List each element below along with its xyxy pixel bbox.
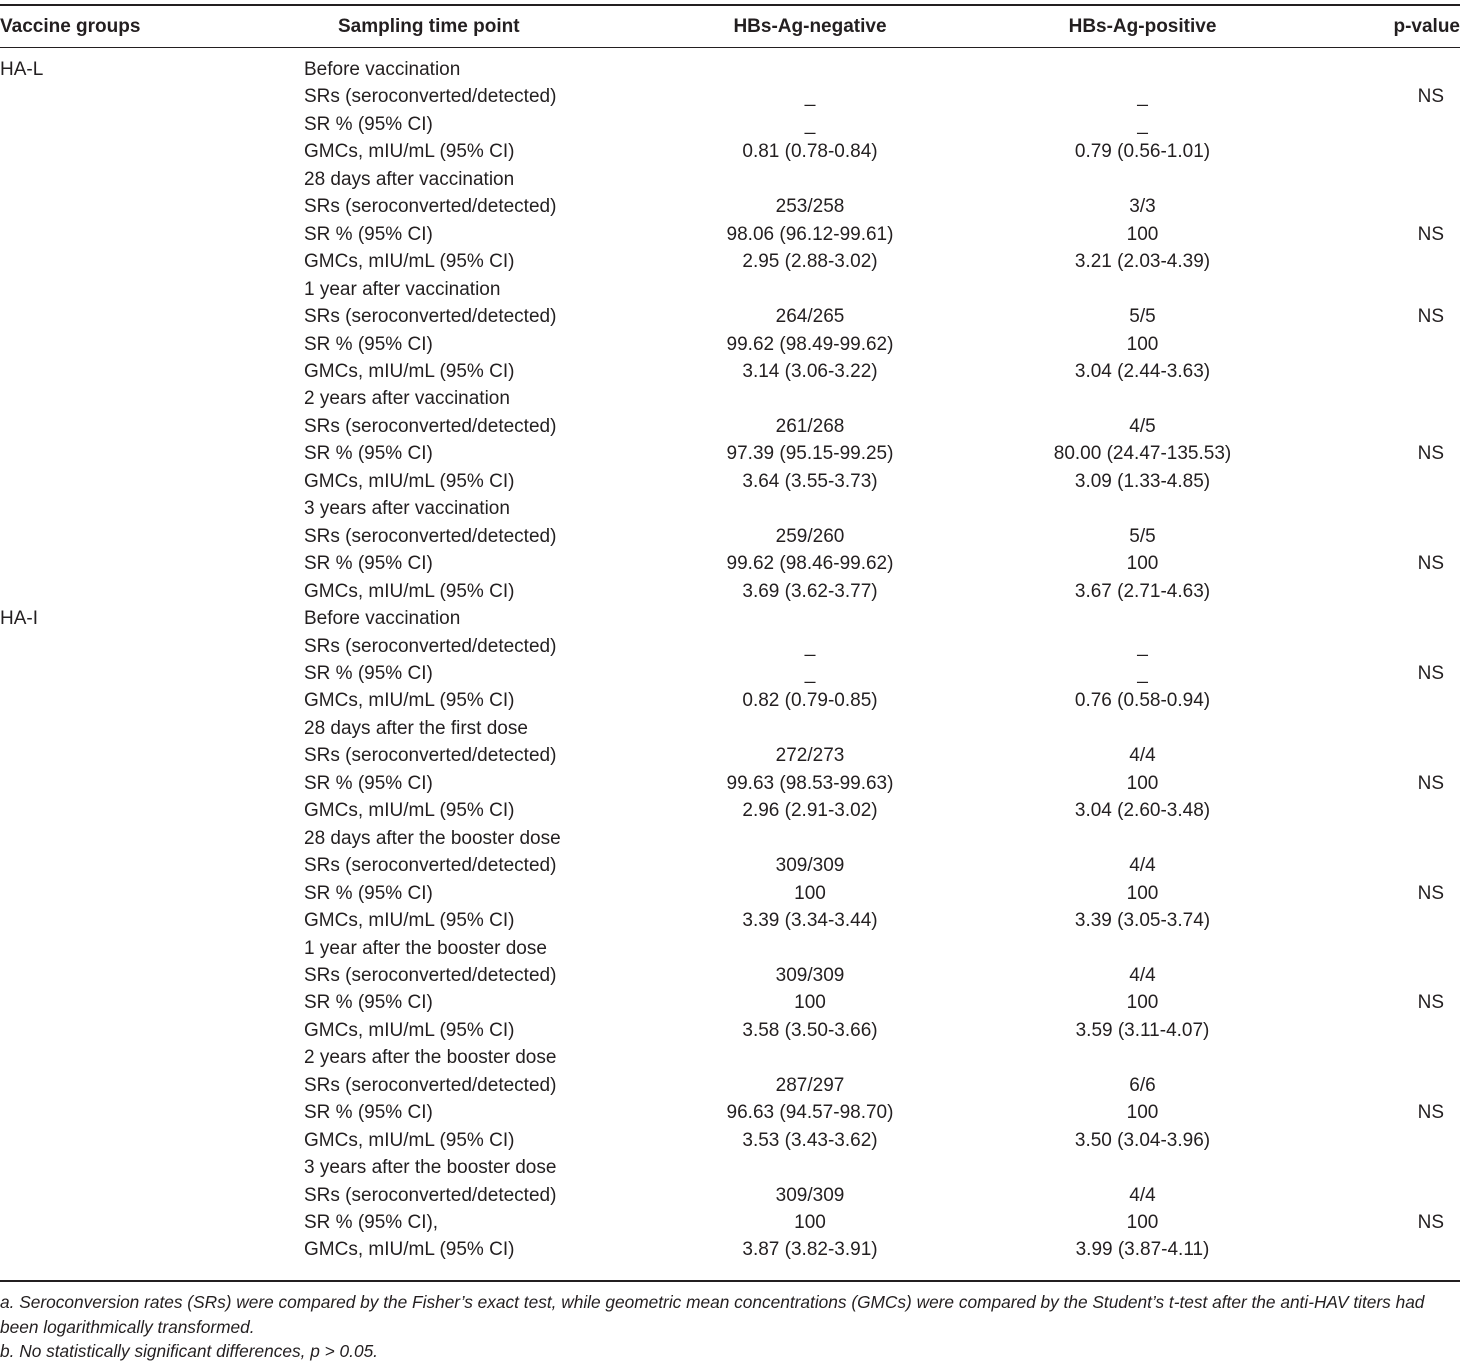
cell-hbs-ag-negative: 99.62 (98.49-99.62)	[726, 333, 894, 355]
cell-hbs-ag-negative: _	[804, 662, 816, 684]
cell-sampling-time-point: SRs (seroconverted/detected)	[304, 86, 557, 108]
table-row	[0, 1044, 1460, 1071]
cell-hbs-ag-positive: 4/4	[1129, 964, 1156, 986]
cell-sampling-time-point: 3 years after the booster dose	[304, 1157, 557, 1179]
cell-p-value	[1295, 248, 1460, 275]
cell-sampling-time-point: GMCs, mIU/mL (95% CI)	[304, 1239, 515, 1261]
cell-vaccine-group	[0, 221, 300, 248]
table-row	[0, 935, 1460, 962]
cell-p-value	[1295, 331, 1460, 358]
cell-hbs-ag-positive: 80.00 (24.47-135.53)	[1053, 443, 1232, 465]
cell-sampling-time-point: SR % (95% CI),	[304, 1212, 439, 1234]
cell-vaccine-group	[0, 1236, 300, 1263]
cell-vaccine-group	[0, 1154, 300, 1181]
table-row	[0, 1072, 1460, 1099]
cell-hbs-ag-positive: _	[1137, 113, 1148, 135]
cell-hbs-ag-positive: 100	[1126, 223, 1159, 245]
cell-p-value	[1295, 276, 1460, 303]
cell-vaccine-group	[0, 550, 300, 577]
cell-hbs-ag-negative: 100	[794, 1212, 826, 1234]
cell-p-value	[1295, 935, 1460, 962]
cell-hbs-ag-negative: 3.53 (3.43-3.62)	[742, 1129, 878, 1151]
table-row	[0, 358, 1460, 385]
cell-hbs-ag-positive: 5/5	[1129, 525, 1156, 547]
cell-p-value	[1295, 1154, 1460, 1181]
cell-sampling-time-point: 2 years after vaccination	[304, 388, 510, 410]
cell-p-value	[1295, 1044, 1460, 1071]
header-sampling-time-point: Sampling time point	[338, 15, 520, 37]
cell-hbs-ag-negative: 0.82 (0.79-0.85)	[742, 690, 878, 712]
table-row	[0, 138, 1460, 165]
cell-p-value	[1295, 742, 1460, 769]
cell-p-value: NS	[1417, 992, 1444, 1014]
cell-vaccine-group	[0, 1017, 300, 1044]
table-row	[0, 1182, 1460, 1209]
table-row	[0, 495, 1460, 522]
table-bottom-rule	[0, 1280, 1460, 1282]
cell-vaccine-group	[0, 193, 300, 220]
cell-p-value: NS	[1417, 223, 1444, 245]
cell-hbs-ag-negative: 3.64 (3.55-3.73)	[742, 470, 878, 492]
cell-hbs-ag-negative: 3.39 (3.34-3.44)	[742, 910, 878, 932]
cell-hbs-ag-negative	[630, 935, 990, 962]
cell-vaccine-group	[0, 331, 300, 358]
cell-hbs-ag-negative	[630, 495, 990, 522]
cell-sampling-time-point: SRs (seroconverted/detected)	[304, 1074, 557, 1096]
table-row	[0, 385, 1460, 412]
cell-sampling-time-point: SR % (95% CI)	[304, 1102, 433, 1124]
cell-p-value	[1295, 385, 1460, 412]
cell-hbs-ag-positive: 100	[1126, 333, 1159, 355]
cell-hbs-ag-positive: 0.79 (0.56-1.01)	[1074, 141, 1211, 163]
cell-vaccine-group	[0, 83, 300, 110]
cell-vaccine-group	[0, 1182, 300, 1209]
cell-hbs-ag-positive	[990, 605, 1295, 632]
header-hbs-ag-negative: HBs-Ag-negative	[733, 15, 887, 37]
cell-hbs-ag-positive: 3.99 (3.87-4.11)	[1075, 1239, 1210, 1261]
cell-sampling-time-point: GMCs, mIU/mL (95% CI)	[304, 910, 515, 932]
cell-hbs-ag-positive: 4/4	[1129, 745, 1156, 767]
cell-vaccine-group	[0, 440, 300, 467]
cell-sampling-time-point: SRs (seroconverted/detected)	[304, 306, 557, 328]
cell-hbs-ag-positive: 3.04 (2.44-3.63)	[1074, 360, 1211, 382]
cell-hbs-ag-negative: 0.81 (0.78-0.84)	[742, 141, 878, 163]
table-row	[0, 331, 1460, 358]
cell-sampling-time-point: GMCs, mIU/mL (95% CI)	[304, 470, 515, 492]
cell-vaccine-group	[0, 687, 300, 714]
footnote-b: b. No statistically significant differences, p > 0.05.	[0, 1341, 378, 1361]
cell-p-value: NS	[1417, 662, 1444, 684]
cell-p-value	[1295, 523, 1460, 550]
table-row	[0, 248, 1460, 275]
cell-sampling-time-point: SR % (95% CI)	[304, 553, 433, 575]
cell-hbs-ag-negative	[630, 715, 990, 742]
cell-hbs-ag-positive	[990, 825, 1295, 852]
cell-hbs-ag-negative: 3.69 (3.62-3.77)	[742, 580, 878, 602]
cell-hbs-ag-positive: 4/4	[1129, 1184, 1156, 1206]
cell-p-value	[1295, 687, 1460, 714]
cell-vaccine-group	[0, 495, 300, 522]
cell-vaccine-group	[0, 166, 300, 193]
cell-p-value	[1295, 413, 1460, 440]
cell-sampling-time-point: 1 year after the booster dose	[304, 937, 547, 959]
cell-p-value	[1295, 1127, 1460, 1154]
cell-hbs-ag-negative	[630, 1044, 990, 1071]
cell-sampling-time-point: GMCs, mIU/mL (95% CI)	[304, 1019, 515, 1041]
cell-vaccine-group	[0, 1127, 300, 1154]
cell-vaccine-group	[0, 248, 300, 275]
cell-p-value	[1295, 907, 1460, 934]
cell-sampling-time-point: 28 days after vaccination	[304, 168, 515, 190]
table-row	[0, 1017, 1460, 1044]
cell-sampling-time-point: 2 years after the booster dose	[304, 1047, 557, 1069]
cell-hbs-ag-negative: 264/265	[775, 306, 845, 328]
cell-hbs-ag-negative: 3.87 (3.82-3.91)	[742, 1239, 878, 1261]
cell-hbs-ag-positive	[990, 935, 1295, 962]
cell-vaccine-group	[0, 962, 300, 989]
cell-vaccine-group	[0, 1099, 300, 1126]
cell-p-value	[1295, 495, 1460, 522]
cell-p-value	[1295, 193, 1460, 220]
table-row	[0, 742, 1460, 769]
cell-p-value	[1295, 1182, 1460, 1209]
cell-hbs-ag-negative: _	[804, 635, 816, 657]
cell-sampling-time-point: SRs (seroconverted/detected)	[304, 525, 557, 547]
cell-sampling-time-point: 3 years after vaccination	[304, 498, 510, 520]
cell-hbs-ag-positive: _	[1137, 86, 1148, 108]
cell-vaccine-group	[0, 413, 300, 440]
table-row	[0, 413, 1460, 440]
cell-p-value	[1295, 468, 1460, 495]
cell-vaccine-group	[0, 742, 300, 769]
cell-sampling-time-point: SRs (seroconverted/detected)	[304, 964, 557, 986]
cell-hbs-ag-positive	[990, 166, 1295, 193]
cell-p-value: NS	[1417, 306, 1444, 328]
cell-hbs-ag-positive: _	[1137, 635, 1148, 657]
table-row	[0, 550, 1460, 577]
cell-vaccine-group	[0, 1209, 300, 1236]
cell-hbs-ag-positive: 3/3	[1129, 196, 1156, 218]
cell-p-value: NS	[1417, 86, 1444, 108]
cell-p-value: NS	[1417, 553, 1444, 575]
cell-hbs-ag-positive: 3.67 (2.71-4.63)	[1074, 580, 1211, 602]
table-footnotes	[0, 1290, 1460, 1364]
cell-vaccine-group	[0, 358, 300, 385]
cell-vaccine-group	[0, 907, 300, 934]
cell-sampling-time-point: SR % (95% CI)	[304, 992, 433, 1014]
cell-hbs-ag-negative: 3.58 (3.50-3.66)	[742, 1019, 878, 1041]
cell-hbs-ag-positive	[990, 276, 1295, 303]
cell-sampling-time-point: GMCs, mIU/mL (95% CI)	[304, 800, 515, 822]
cell-vaccine-group	[0, 797, 300, 824]
cell-sampling-time-point: SRs (seroconverted/detected)	[304, 635, 557, 657]
cell-p-value: NS	[1417, 882, 1444, 904]
table-row	[0, 111, 1460, 138]
cell-vaccine-group: HA-L	[0, 59, 44, 80]
cell-hbs-ag-negative: 100	[794, 882, 826, 904]
table-row	[0, 715, 1460, 742]
cell-hbs-ag-negative: 99.63 (98.53-99.63)	[726, 772, 894, 794]
cell-hbs-ag-negative: 3.14 (3.06-3.22)	[742, 360, 878, 382]
cell-hbs-ag-negative: 97.39 (95.15-99.25)	[726, 443, 894, 465]
cell-sampling-time-point: SRs (seroconverted/detected)	[304, 415, 557, 437]
cell-hbs-ag-positive: 100	[1126, 992, 1159, 1014]
table-row	[0, 440, 1460, 467]
cell-hbs-ag-negative	[630, 1154, 990, 1181]
cell-p-value: NS	[1417, 1212, 1444, 1234]
cell-hbs-ag-negative	[630, 276, 990, 303]
cell-vaccine-group	[0, 825, 300, 852]
cell-hbs-ag-negative: 259/260	[775, 525, 845, 547]
cell-sampling-time-point: SR % (95% CI)	[304, 662, 433, 684]
cell-sampling-time-point: GMCs, mIU/mL (95% CI)	[304, 360, 515, 382]
cell-vaccine-group	[0, 276, 300, 303]
cell-hbs-ag-negative	[630, 166, 990, 193]
cell-hbs-ag-negative: _	[804, 113, 816, 135]
table-body	[0, 47, 1460, 1264]
table-row	[0, 962, 1460, 989]
cell-p-value	[1295, 1072, 1460, 1099]
table-row	[0, 523, 1460, 550]
cell-hbs-ag-negative: 96.63 (94.57-98.70)	[726, 1102, 894, 1124]
cell-sampling-time-point: GMCs, mIU/mL (95% CI)	[304, 580, 515, 602]
cell-hbs-ag-positive: 3.59 (3.11-4.07)	[1075, 1019, 1210, 1041]
cell-p-value: NS	[1417, 1102, 1444, 1124]
cell-vaccine-group	[0, 1072, 300, 1099]
cell-p-value	[1295, 111, 1460, 138]
cell-vaccine-group	[0, 111, 300, 138]
cell-p-value	[1295, 852, 1460, 879]
cell-hbs-ag-positive: 3.09 (1.33-4.85)	[1074, 470, 1211, 492]
cell-hbs-ag-positive	[990, 1044, 1295, 1071]
cell-sampling-time-point: Before vaccination	[304, 608, 461, 630]
cell-vaccine-group	[0, 770, 300, 797]
cell-hbs-ag-positive	[990, 715, 1295, 742]
header-hbs-ag-positive: HBs-Ag-positive	[1068, 15, 1217, 37]
header-vaccine-groups: Vaccine groups	[0, 15, 141, 37]
cell-sampling-time-point: SR % (95% CI)	[304, 772, 433, 794]
cell-sampling-time-point: SRs (seroconverted/detected)	[304, 196, 557, 218]
cell-vaccine-group	[0, 633, 300, 660]
cell-p-value: NS	[1417, 772, 1444, 794]
table-row	[0, 193, 1460, 220]
table-row	[0, 166, 1460, 193]
cell-p-value	[1295, 605, 1460, 632]
table-row	[0, 1127, 1460, 1154]
table-row	[0, 770, 1460, 797]
cell-sampling-time-point: GMCs, mIU/mL (95% CI)	[304, 141, 515, 163]
cell-hbs-ag-positive: 5/5	[1129, 306, 1156, 328]
cell-hbs-ag-negative: 2.96 (2.91-3.02)	[742, 800, 878, 822]
cell-vaccine-group	[0, 989, 300, 1016]
table-row	[0, 1236, 1460, 1263]
cell-hbs-ag-negative: 98.06 (96.12-99.61)	[726, 223, 894, 245]
cell-hbs-ag-negative: 287/297	[775, 1074, 845, 1096]
table-row	[0, 303, 1460, 330]
cell-p-value	[1295, 1017, 1460, 1044]
cell-p-value	[1295, 715, 1460, 742]
cell-hbs-ag-negative: 309/309	[775, 855, 845, 877]
cell-sampling-time-point: 1 year after vaccination	[304, 278, 501, 300]
cell-p-value	[1295, 1236, 1460, 1263]
cell-hbs-ag-negative: 2.95 (2.88-3.02)	[742, 251, 878, 273]
cell-vaccine-group	[0, 935, 300, 962]
table-row	[0, 633, 1460, 660]
cell-hbs-ag-negative: _	[804, 86, 816, 108]
cell-sampling-time-point: SRs (seroconverted/detected)	[304, 745, 557, 767]
table-row	[0, 605, 1460, 632]
cell-p-value	[1295, 138, 1460, 165]
header-p-value: p-value	[1393, 15, 1460, 37]
table-row	[0, 797, 1460, 824]
cell-sampling-time-point: SR % (95% CI)	[304, 113, 433, 135]
table-row	[0, 880, 1460, 907]
table-row	[0, 907, 1460, 934]
cell-p-value	[1295, 358, 1460, 385]
table-row	[0, 852, 1460, 879]
footnote-a: a. Seroconversion rates (SRs) were compared by the Fisher’s exact test, while geometric mean concentrations (GMCs) were compared by the Student’s t-test after the anti-HAV titers had been logarithmically transformed.	[0, 1292, 1425, 1337]
cell-hbs-ag-negative: 309/309	[775, 964, 845, 986]
cell-p-value	[1295, 166, 1460, 193]
cell-p-value	[1295, 47, 1460, 83]
cell-sampling-time-point: SR % (95% CI)	[304, 333, 433, 355]
cell-hbs-ag-positive: 100	[1126, 1212, 1159, 1234]
cell-p-value	[1295, 578, 1460, 605]
table-row	[0, 1154, 1460, 1181]
cell-hbs-ag-negative: 99.62 (98.46-99.62)	[726, 553, 894, 575]
cell-hbs-ag-positive	[990, 1154, 1295, 1181]
cell-sampling-time-point: SR % (95% CI)	[304, 443, 433, 465]
cell-vaccine-group	[0, 1044, 300, 1071]
cell-p-value	[1295, 825, 1460, 852]
cell-sampling-time-point: SRs (seroconverted/detected)	[304, 1184, 557, 1206]
cell-vaccine-group	[0, 660, 300, 687]
cell-hbs-ag-negative: 272/273	[775, 745, 845, 767]
cell-p-value: NS	[1417, 443, 1444, 465]
cell-hbs-ag-positive	[990, 47, 1295, 83]
cell-vaccine-group	[0, 852, 300, 879]
cell-hbs-ag-positive	[990, 385, 1295, 412]
cell-hbs-ag-positive: 3.21 (2.03-4.39)	[1074, 251, 1211, 273]
table-row	[0, 221, 1460, 248]
cell-vaccine-group	[0, 523, 300, 550]
cell-hbs-ag-positive: 3.39 (3.05-3.74)	[1074, 910, 1211, 932]
table-row	[0, 276, 1460, 303]
cell-sampling-time-point: GMCs, mIU/mL (95% CI)	[304, 1129, 515, 1151]
cell-hbs-ag-negative: 100	[794, 992, 826, 1014]
cell-hbs-ag-positive: 3.50 (3.04-3.96)	[1074, 1129, 1211, 1151]
cell-hbs-ag-positive: _	[1137, 662, 1148, 684]
cell-sampling-time-point: GMCs, mIU/mL (95% CI)	[304, 690, 515, 712]
table-row	[0, 989, 1460, 1016]
table-row	[0, 578, 1460, 605]
cell-hbs-ag-positive: 100	[1126, 772, 1159, 794]
table-header-row	[0, 6, 1460, 47]
cell-p-value	[1295, 633, 1460, 660]
cell-hbs-ag-positive	[990, 495, 1295, 522]
cell-sampling-time-point: Before vaccination	[304, 59, 461, 80]
cell-hbs-ag-positive: 6/6	[1129, 1074, 1156, 1096]
cell-vaccine-group	[0, 715, 300, 742]
cell-hbs-ag-positive: 100	[1126, 553, 1159, 575]
cell-hbs-ag-positive: 100	[1126, 1102, 1159, 1124]
table-row	[0, 1099, 1460, 1126]
cell-hbs-ag-negative	[630, 605, 990, 632]
results-table	[0, 6, 1460, 1264]
cell-sampling-time-point: SRs (seroconverted/detected)	[304, 855, 557, 877]
table-row	[0, 1209, 1460, 1236]
table-row	[0, 687, 1460, 714]
cell-hbs-ag-negative	[630, 385, 990, 412]
table-row	[0, 825, 1460, 852]
cell-hbs-ag-positive: 4/4	[1129, 855, 1156, 877]
cell-hbs-ag-negative	[630, 825, 990, 852]
cell-vaccine-group	[0, 880, 300, 907]
cell-sampling-time-point: SR % (95% CI)	[304, 882, 433, 904]
cell-hbs-ag-positive: 4/5	[1129, 415, 1156, 437]
cell-hbs-ag-positive: 0.76 (0.58-0.94)	[1074, 690, 1211, 712]
cell-p-value	[1295, 962, 1460, 989]
cell-vaccine-group	[0, 578, 300, 605]
table-row	[0, 468, 1460, 495]
cell-p-value	[1295, 797, 1460, 824]
cell-sampling-time-point: SR % (95% CI)	[304, 223, 433, 245]
cell-sampling-time-point: GMCs, mIU/mL (95% CI)	[304, 251, 515, 273]
cell-hbs-ag-negative: 309/309	[775, 1184, 845, 1206]
cell-vaccine-group: HA-I	[0, 608, 38, 630]
cell-hbs-ag-positive: 3.04 (2.60-3.48)	[1074, 800, 1211, 822]
cell-hbs-ag-negative: 261/268	[775, 415, 845, 437]
cell-vaccine-group	[0, 303, 300, 330]
table-row	[0, 83, 1460, 110]
cell-hbs-ag-positive: 100	[1126, 882, 1159, 904]
cell-sampling-time-point: 28 days after the booster dose	[304, 827, 561, 849]
cell-vaccine-group	[0, 138, 300, 165]
table-row	[0, 47, 1460, 83]
cell-vaccine-group	[0, 468, 300, 495]
table-row	[0, 660, 1460, 687]
cell-hbs-ag-negative	[630, 47, 990, 83]
cell-hbs-ag-negative: 253/258	[775, 196, 845, 218]
cell-sampling-time-point: 28 days after the first dose	[304, 717, 528, 739]
cell-vaccine-group	[0, 385, 300, 412]
